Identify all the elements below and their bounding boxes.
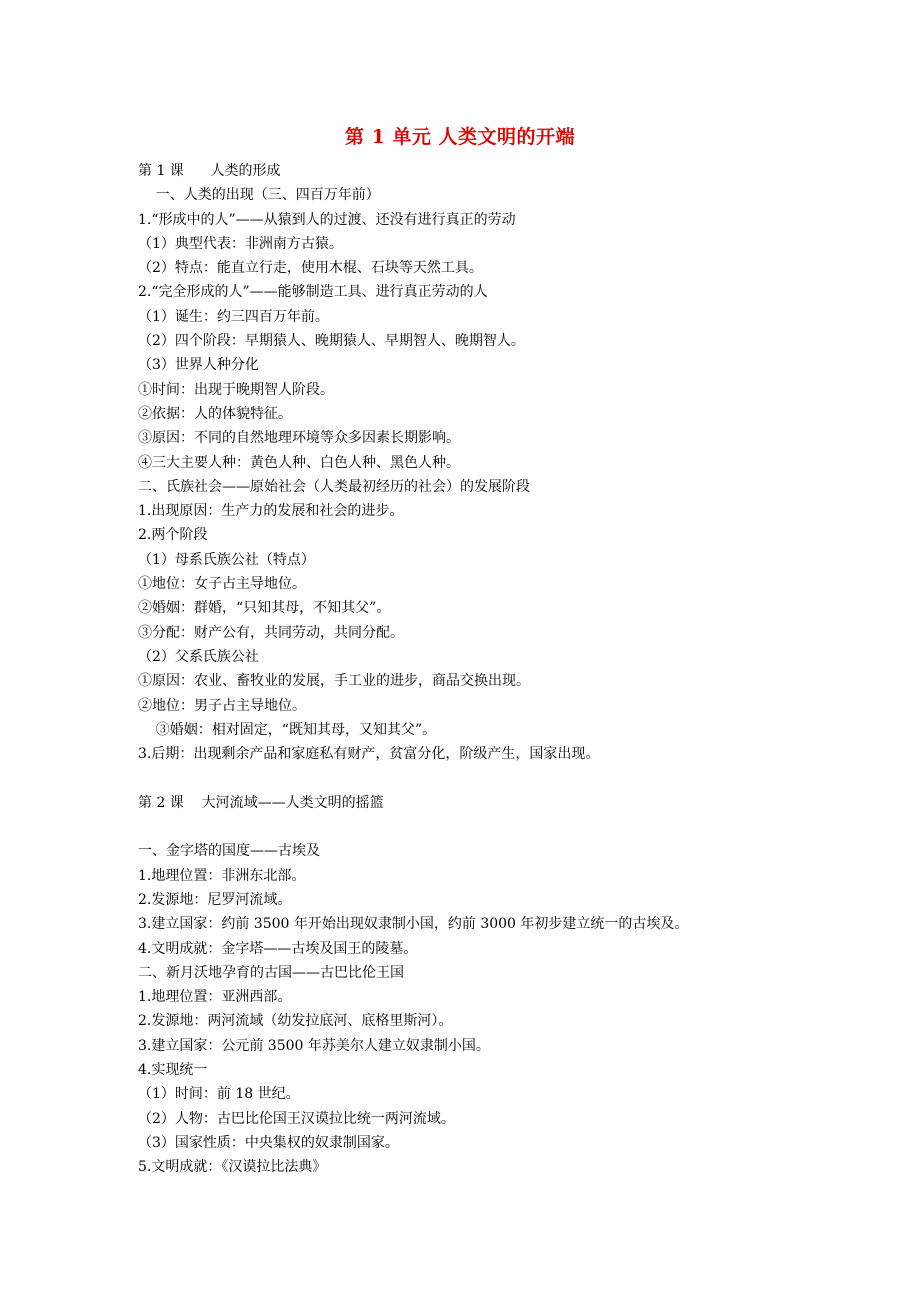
unit-title: 第 1 单元 人类文明的开端 xyxy=(344,126,576,148)
text-line: 2.发源地：尼罗河流域。 xyxy=(138,891,292,908)
text-line: ②依据：人的体貌特征。 xyxy=(138,405,292,422)
text-line: ①地位：女子占主导地位。 xyxy=(138,576,306,593)
text-line: 1.地理位置：亚洲西部。 xyxy=(138,989,292,1006)
blank-line xyxy=(138,766,858,790)
blank-line xyxy=(138,815,858,839)
text-line: 2.“完全形成的人”——能够制造工具、进行真正劳动的人 xyxy=(138,284,488,301)
text-line: 二、氏族社会——原始社会（人类最初经历的社会）的发展阶段 xyxy=(138,478,530,495)
lesson-2-heading: 第 2 课 大河流域——人类文明的摇篮 xyxy=(138,794,384,811)
lesson-2-section xyxy=(138,839,858,1179)
text-line: ②地位：男子占主导地位。 xyxy=(138,697,306,714)
text-line: （2）特点：能直立行走，使用木棍、石块等天然工具。 xyxy=(138,260,483,277)
text-line: ①时间：出现于晚期智人阶段。 xyxy=(138,381,334,398)
text-line: （1）诞生：约三四百万年前。 xyxy=(138,308,329,325)
document-body xyxy=(138,159,858,1179)
text-line: 3.建立国家：公元前 3500 年苏美尔人建立奴隶制小国。 xyxy=(138,1037,490,1054)
text-line: 二、新月沃地孕育的古国——古巴比伦王国 xyxy=(138,964,404,981)
text-line: 1.出现原因：生产力的发展和社会的进步。 xyxy=(138,503,404,520)
text-line: ④三大主要人种：黄色人种、白色人种、黑色人种。 xyxy=(138,454,460,471)
text-line: （1）母系氏族公社（特点） xyxy=(138,551,315,568)
text-line: 3.后期：出现剩余产品和家庭私有财产，贫富分化，阶级产生，国家出现。 xyxy=(138,746,600,763)
text-line: （3）国家性质：中央集权的奴隶制国家。 xyxy=(138,1134,399,1151)
text-line: （2）四个阶段：早期猿人、晚期猿人、早期智人、晚期智人。 xyxy=(138,333,525,350)
text-line: 3.建立国家：约前 3500 年开始出现奴隶制小国，约前 3000 年初步建立统一的古埃及。 xyxy=(138,916,689,933)
text-line: （3）世界人种分化 xyxy=(138,357,259,374)
lesson-1-section xyxy=(138,159,858,766)
text-line: 2.发源地：两河流域（幼发拉底河、底格里斯河）。 xyxy=(138,1013,453,1030)
text-line: 1.地理位置：非洲东北部。 xyxy=(138,867,306,884)
text-line: 4.实现统一 xyxy=(138,1061,208,1078)
text-line: （2）父系氏族公社 xyxy=(138,648,259,665)
text-line: 一、人类的出现（三、四百万年前） xyxy=(138,187,380,204)
text-line: ②婚姻：群婚，“只知其母，不知其父”。 xyxy=(138,600,391,617)
text-line: 一、金字塔的国度——古埃及 xyxy=(138,843,320,860)
text-line: （1）典型代表：非洲南方古猿。 xyxy=(138,235,343,252)
text-line: 5.文明成就：《汉谟拉比法典》 xyxy=(138,1159,327,1176)
text-line: 1.“形成中的人”——从猿到人的过渡、还没有进行真正的劳动 xyxy=(138,211,516,228)
text-line: ③婚姻：相对固定，“既知其母，又知其父”。 xyxy=(138,721,437,738)
text-line: 第 1 课 人类的形成 xyxy=(138,163,281,179)
text-line: ①原因：农业、畜牧业的发展，手工业的进步，商品交换出现。 xyxy=(138,673,530,690)
text-line: （2）人物：古巴比伦国王汉谟拉比统一两河流域。 xyxy=(138,1110,455,1127)
text-line: ③分配：财产公有，共同劳动，共同分配。 xyxy=(138,624,404,641)
text-line: 2.两个阶段 xyxy=(138,527,208,544)
text-line: ③原因：不同的自然地理环境等众多因素长期影响。 xyxy=(138,430,460,447)
text-line: （1）时间：前 18 世纪。 xyxy=(138,1086,300,1103)
text-line: 4.文明成就：金字塔——古埃及国王的陵墓。 xyxy=(138,940,418,957)
